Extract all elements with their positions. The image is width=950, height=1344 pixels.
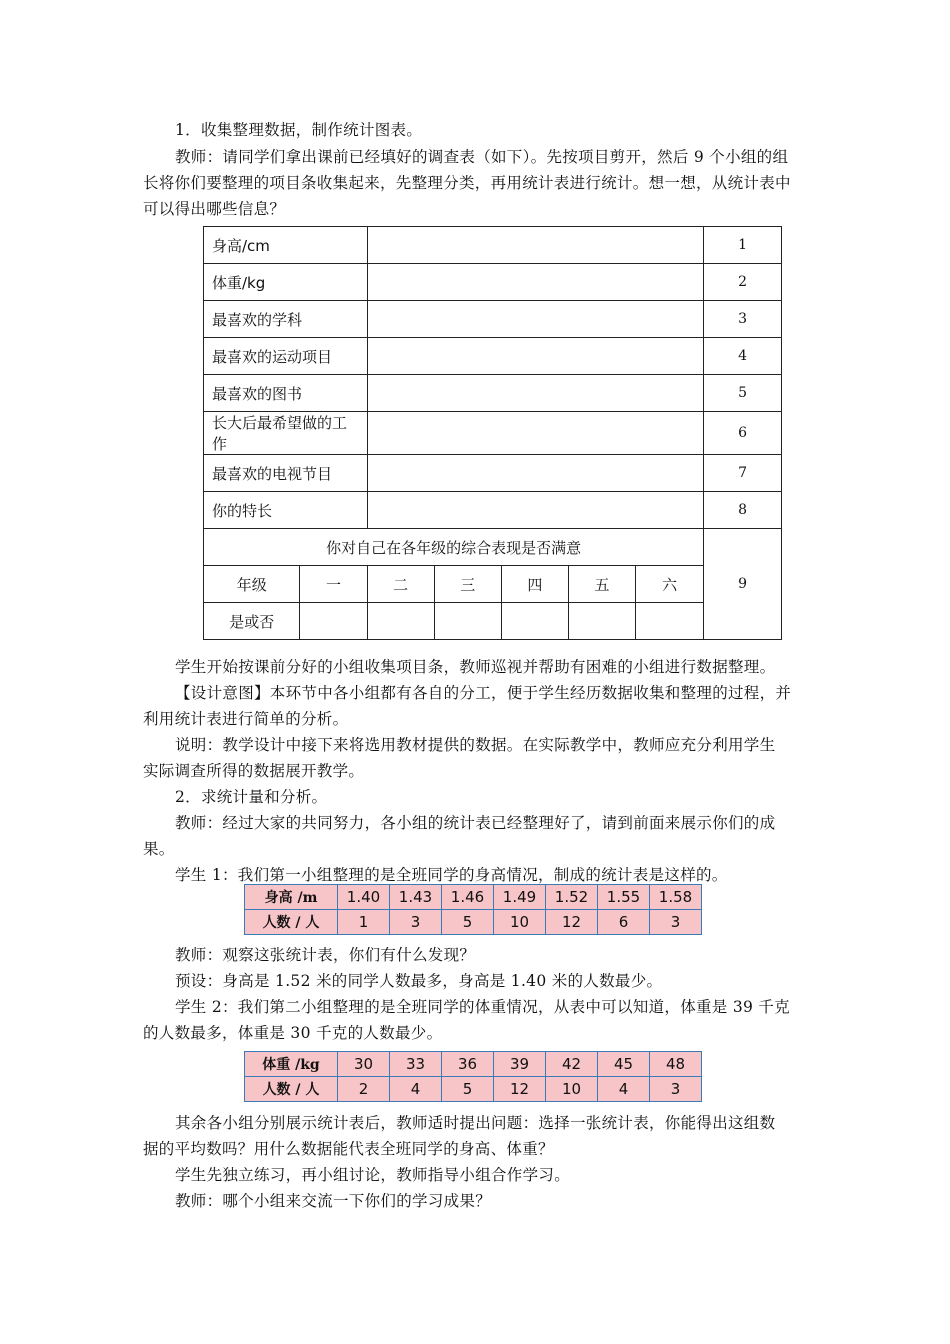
design-intent-line-2: 利用统计表进行简单的分析。 bbox=[143, 710, 349, 728]
survey-label: 你的特长 bbox=[204, 492, 368, 529]
grade-cell: 六 bbox=[636, 566, 704, 603]
survey-number: 3 bbox=[704, 301, 782, 338]
survey-number: 1 bbox=[704, 227, 782, 264]
weight-value: 42 bbox=[546, 1052, 598, 1077]
survey-number: 7 bbox=[704, 455, 782, 492]
height-value: 1.43 bbox=[390, 885, 442, 910]
survey-row bbox=[204, 338, 782, 375]
teacher-4-text: 教师：哪个小组来交流一下你们的学习成果？ bbox=[175, 1192, 492, 1210]
survey-number: 9 bbox=[704, 529, 782, 640]
height-table bbox=[244, 884, 702, 935]
weight-count: 4 bbox=[598, 1077, 650, 1102]
yes-no-row bbox=[204, 603, 782, 640]
survey-answer-cell bbox=[367, 455, 704, 492]
survey-label: 长大后最希望做的工作 bbox=[204, 412, 368, 455]
student-2-line-1: 学生 2：我们第二小组整理的是全班同学的体重情况，从表中可以知道，体重是 39 千克 bbox=[175, 998, 790, 1016]
survey-answer-cell bbox=[367, 492, 704, 529]
height-header: 身高 /m bbox=[245, 885, 338, 910]
survey-label: 最喜欢的图书 bbox=[204, 375, 368, 412]
height-counts-row bbox=[245, 910, 702, 935]
design-intent-line-1: 【设计意图】本环节中各小组都有各自的分工，便于学生经历数据收集和整理的过程，并 bbox=[175, 684, 792, 702]
survey-answer-cell bbox=[367, 375, 704, 412]
rest-line-2: 据的平均数吗？用什么数据能代表全班同学的身高、体重？ bbox=[143, 1140, 554, 1158]
yes-no-cell bbox=[568, 603, 635, 640]
grade-cell: 三 bbox=[434, 566, 501, 603]
height-count: 10 bbox=[494, 910, 546, 935]
yes-no-cell bbox=[434, 603, 501, 640]
survey-answer-cell bbox=[367, 301, 704, 338]
survey-row bbox=[204, 455, 782, 492]
weight-count: 12 bbox=[494, 1077, 546, 1102]
student-1-text: 学生 1：我们第一小组整理的是全班同学的身高情况，制成的统计表是这样的。 bbox=[175, 866, 728, 884]
satisfaction-title-row bbox=[204, 529, 782, 566]
yes-no-cell bbox=[501, 603, 568, 640]
teacher-intro-line-1: 教师：请同学们拿出课前已经填好的调查表（如下）。先按项目剪开，然后 9 个小组的组 bbox=[175, 148, 789, 166]
weight-value: 30 bbox=[338, 1052, 390, 1077]
survey-number: 8 bbox=[704, 492, 782, 529]
note-line-1: 说明：教学设计中接下来将选用教材提供的数据。在实际教学中，教师应充分利用学生 bbox=[175, 736, 776, 754]
yes-no-cell bbox=[367, 603, 434, 640]
height-count: 3 bbox=[650, 910, 702, 935]
weight-count: 3 bbox=[650, 1077, 702, 1102]
yes-no-cell bbox=[300, 603, 367, 640]
weight-value: 45 bbox=[598, 1052, 650, 1077]
weight-values-row bbox=[245, 1052, 702, 1077]
weight-value: 33 bbox=[390, 1052, 442, 1077]
survey-row bbox=[204, 492, 782, 529]
count-header: 人数 / 人 bbox=[245, 1077, 338, 1102]
height-count: 1 bbox=[338, 910, 390, 935]
section-2-heading: 2．求统计量和分析。 bbox=[175, 788, 328, 806]
preset-text: 预设：身高是 1.52 米的同学人数最多，身高是 1.40 米的人数最少。 bbox=[175, 972, 663, 990]
satisfaction-title: 你对自己在各年级的综合表现是否满意 bbox=[204, 529, 704, 566]
teacher-intro-line-2: 长将你们要整理的项目条收集起来，先整理分类，再用统计表进行统计。想一想，从统计表中 bbox=[143, 174, 791, 192]
height-count: 3 bbox=[390, 910, 442, 935]
weight-count: 4 bbox=[390, 1077, 442, 1102]
count-header: 人数 / 人 bbox=[245, 910, 338, 935]
survey-number: 6 bbox=[704, 412, 782, 455]
teacher-intro-line-3: 可以得出哪些信息？ bbox=[143, 200, 286, 218]
weight-counts-row bbox=[245, 1077, 702, 1102]
grade-row bbox=[204, 566, 782, 603]
survey-label: 最喜欢的运动项目 bbox=[204, 338, 368, 375]
note-line-2: 实际调查所得的数据展开教学。 bbox=[143, 762, 365, 780]
height-value: 1.40 bbox=[338, 885, 390, 910]
height-value: 1.58 bbox=[650, 885, 702, 910]
survey-table bbox=[203, 226, 782, 640]
weight-count: 2 bbox=[338, 1077, 390, 1102]
section-1-heading: 1．收集整理数据，制作统计图表。 bbox=[175, 121, 423, 139]
survey-answer-cell bbox=[367, 338, 704, 375]
survey-answer-cell bbox=[367, 264, 704, 301]
weight-value: 39 bbox=[494, 1052, 546, 1077]
survey-answer-cell bbox=[367, 227, 704, 264]
grade-cell: 五 bbox=[568, 566, 635, 603]
survey-answer-cell bbox=[367, 412, 704, 455]
height-value: 1.55 bbox=[598, 885, 650, 910]
teacher-2-line-1: 教师：经过大家的共同努力，各小组的统计表已经整理好了，请到前面来展示你们的成 bbox=[175, 814, 776, 832]
height-value: 1.46 bbox=[442, 885, 494, 910]
grade-cell: 二 bbox=[367, 566, 434, 603]
grade-label: 年级 bbox=[204, 566, 300, 603]
weight-table bbox=[244, 1051, 702, 1102]
grade-cell: 一 bbox=[300, 566, 367, 603]
survey-row bbox=[204, 375, 782, 412]
survey-row bbox=[204, 227, 782, 264]
survey-row bbox=[204, 412, 782, 455]
survey-label: 最喜欢的学科 bbox=[204, 301, 368, 338]
student-2-line-2: 的人数最多，体重是 30 千克的人数最少。 bbox=[143, 1024, 443, 1042]
survey-number: 5 bbox=[704, 375, 782, 412]
survey-label: 身高/cm bbox=[204, 227, 368, 264]
weight-count: 10 bbox=[546, 1077, 598, 1102]
teacher-3-text: 教师：观察这张统计表，你们有什么发现？ bbox=[175, 946, 476, 964]
survey-number: 4 bbox=[704, 338, 782, 375]
height-value: 1.49 bbox=[494, 885, 546, 910]
weight-value: 48 bbox=[650, 1052, 702, 1077]
grade-cell: 四 bbox=[501, 566, 568, 603]
rest-line-1: 其余各小组分别展示统计表后，教师适时提出问题：选择一张统计表，你能得出这组数 bbox=[175, 1114, 776, 1132]
para-after-survey: 学生开始按课前分好的小组收集项目条，教师巡视并帮助有困难的小组进行数据整理。 bbox=[175, 658, 776, 676]
height-value: 1.52 bbox=[546, 885, 598, 910]
height-count: 6 bbox=[598, 910, 650, 935]
weight-count: 5 bbox=[442, 1077, 494, 1102]
survey-row bbox=[204, 301, 782, 338]
height-count: 5 bbox=[442, 910, 494, 935]
height-count: 12 bbox=[546, 910, 598, 935]
weight-value: 36 bbox=[442, 1052, 494, 1077]
height-values-row bbox=[245, 885, 702, 910]
practice-text: 学生先独立练习，再小组讨论，教师指导小组合作学习。 bbox=[175, 1166, 571, 1184]
survey-label: 体重/kg bbox=[204, 264, 368, 301]
yes-no-cell bbox=[636, 603, 704, 640]
survey-label: 最喜欢的电视节目 bbox=[204, 455, 368, 492]
yes-no-label: 是或否 bbox=[204, 603, 300, 640]
weight-header: 体重 /kg bbox=[245, 1052, 338, 1077]
teacher-2-line-2: 果。 bbox=[143, 840, 175, 858]
survey-row bbox=[204, 264, 782, 301]
survey-number: 2 bbox=[704, 264, 782, 301]
